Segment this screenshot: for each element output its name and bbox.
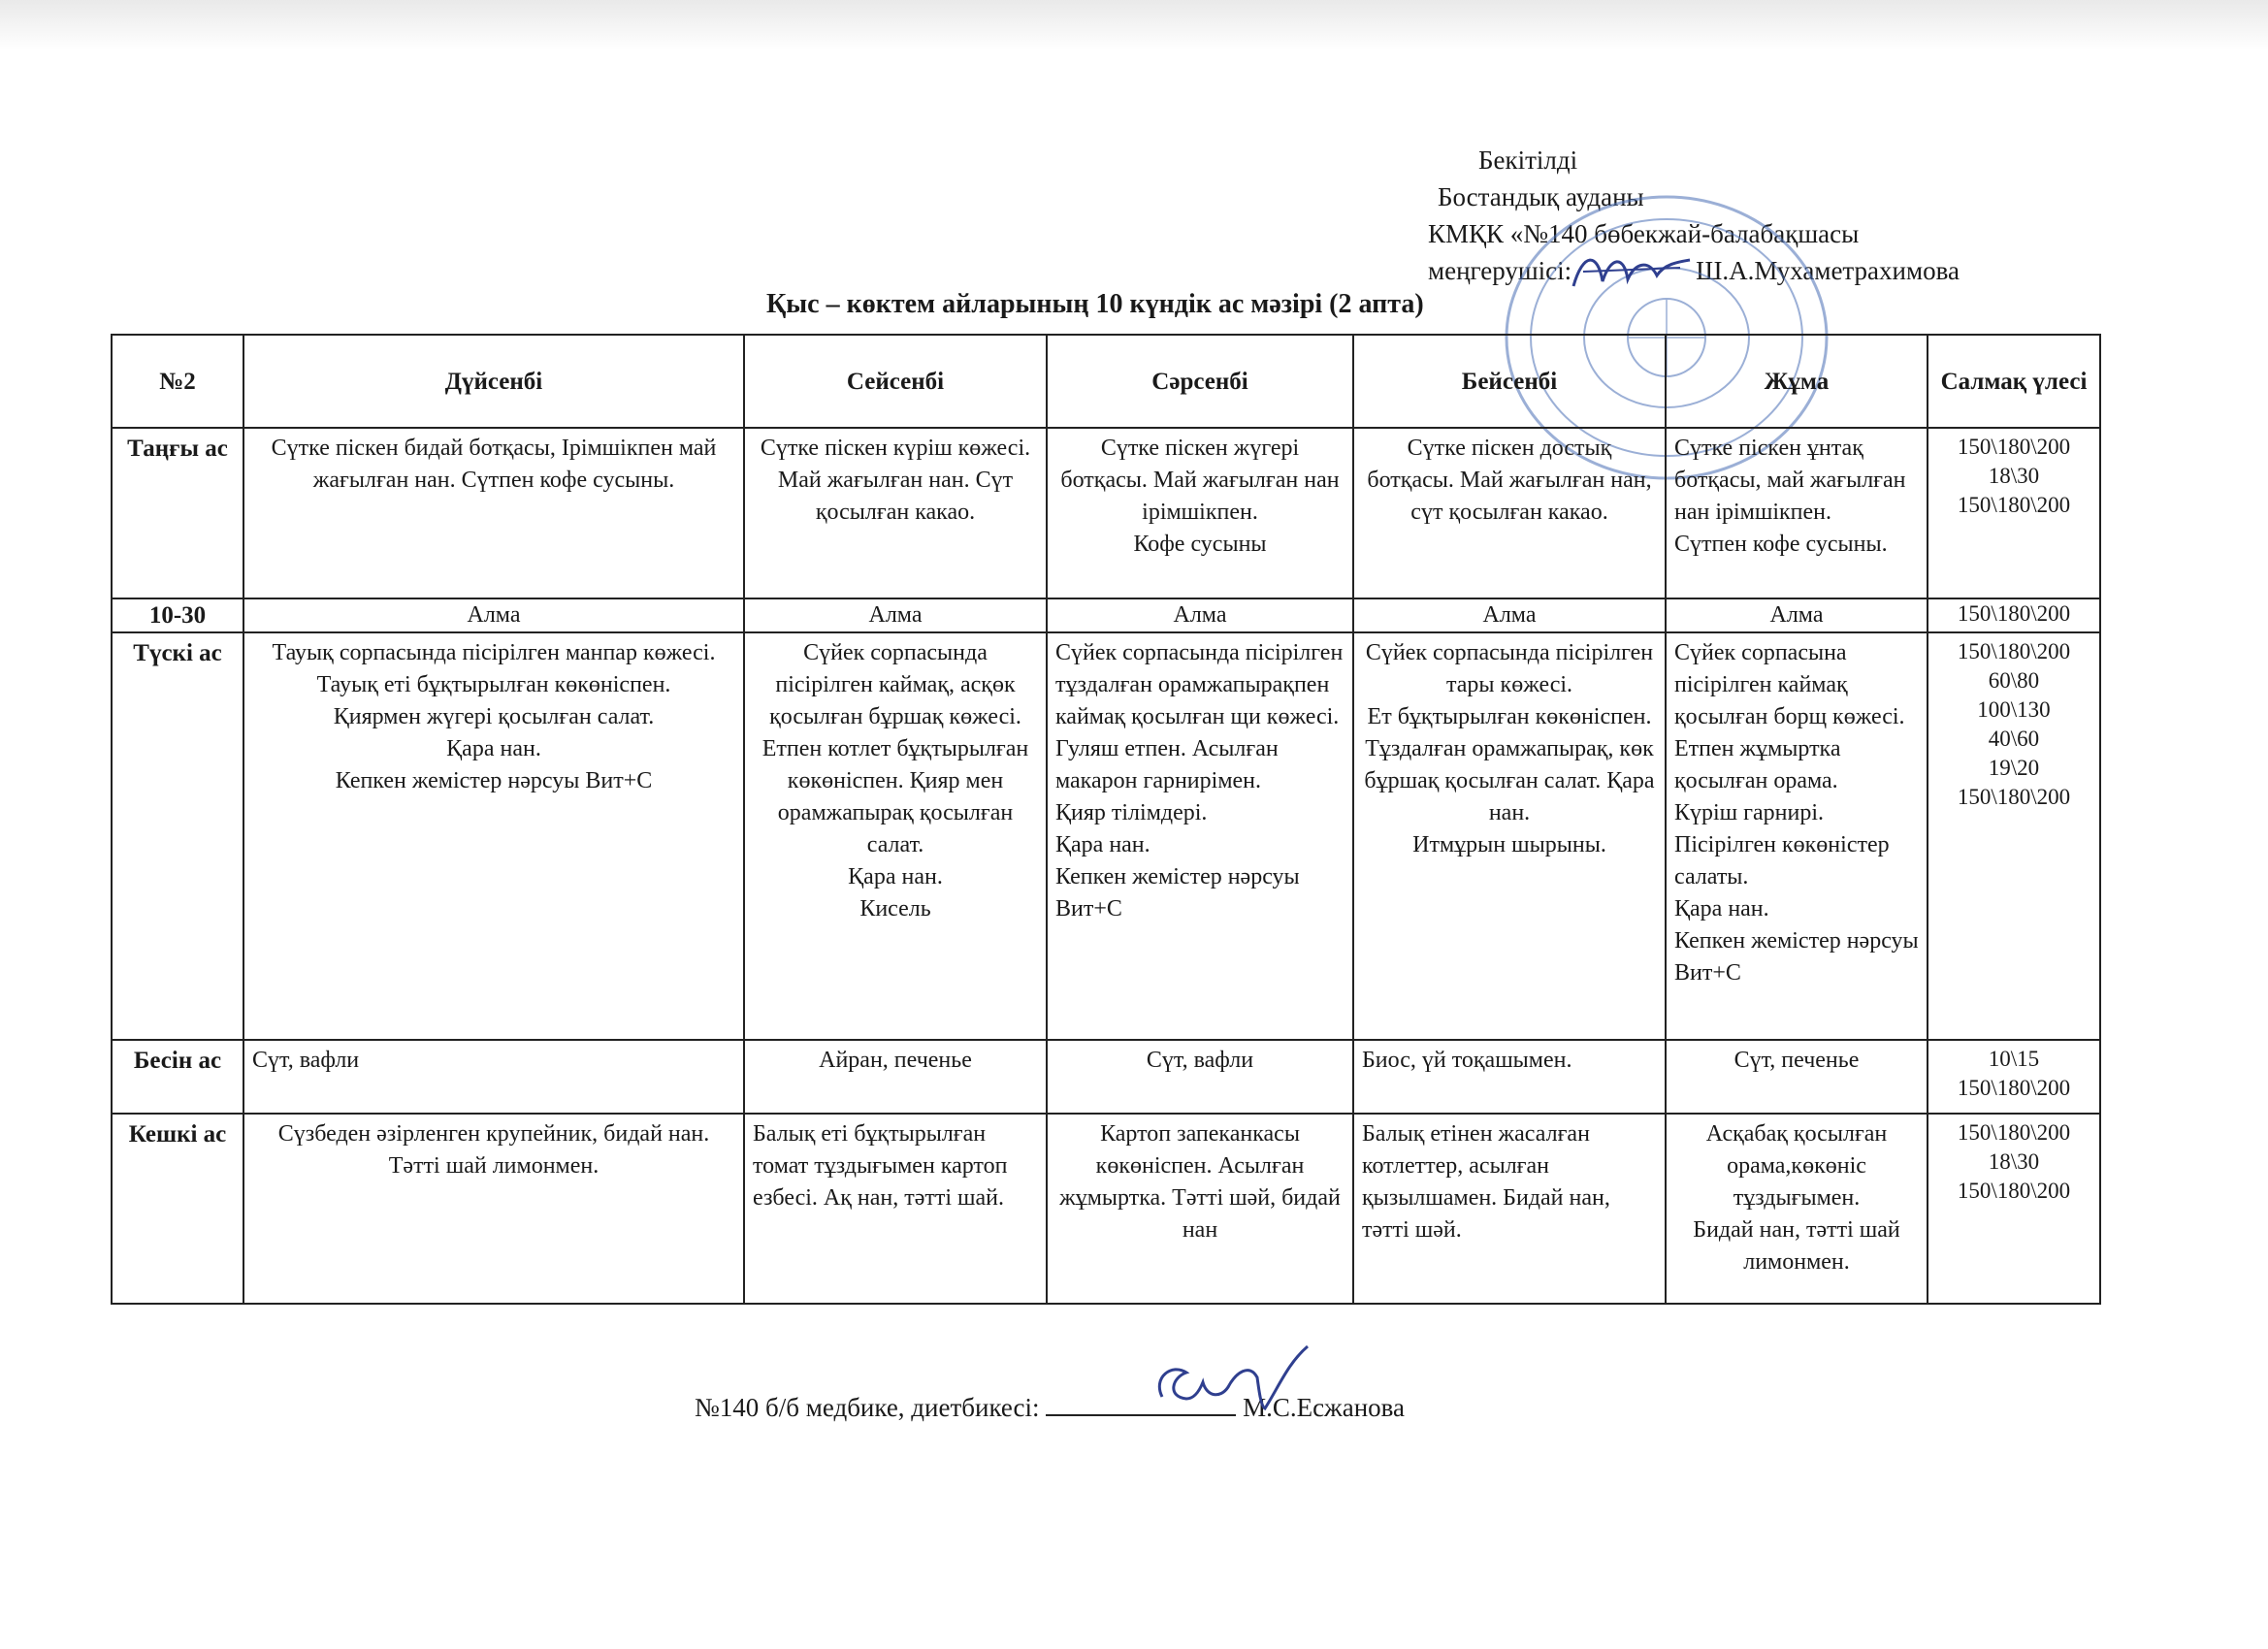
header-tuesday: Сейсенбі [744,335,1047,428]
row-label: Бесін ас [112,1040,243,1114]
menu-cell: Сүйек сорпасында пісірілген тұздалған орамжапырақпен каймақ қосылған щи көжесі. Гуляш етпен. Асылған макарон гарнирімен. Қияр тілімдері. Қара нан. Кепкен жемістер нәрсуы Вит+С [1047,632,1353,1040]
menu-cell: Сүт, вафли [243,1040,744,1114]
menu-cell: Сүзбеден әзірленген крупейник, бидай нан. Тәтті шай лимонмен. [243,1114,744,1304]
menu-cell: Сүйек сорпасына пісірілген каймақ қосылған борщ көжесі. Етпен жұмыртка қосылған орама. Күріш гарнирі. Пісірілген көкөністер салаты. Қара нан. Кепкен жемістер нәрсуы Вит+С [1666,632,1928,1040]
menu-cell: Балық еті бұқтырылған томат тұздығымен картоп езбесі. Ақ нан, тәтті шай. [744,1114,1047,1304]
row-label: 10-30 [112,598,243,632]
weight-cell: 150\180\200 18\30 150\180\200 [1928,428,2100,598]
row-label: Кешкі ас [112,1114,243,1304]
director-signature-icon [1564,242,1700,301]
header-friday: Жұма [1666,335,1928,428]
menu-title: Қыс – көктем айларының 10 күндік ас мәзірі (2 апта) [766,289,1424,319]
menu-cell: Балық етінен жасалған котлеттер, асылған қызылшамен. Бидай нан, тәтті шәй. [1353,1114,1666,1304]
menu-cell: Алма [1666,598,1928,632]
weight-cell: 10\15 150\180\200 [1928,1040,2100,1114]
row-label: Түскі ас [112,632,243,1040]
approval-line-2: Бостандық ауданы [1438,182,1644,211]
row-label: Таңғы ас [112,428,243,598]
header-weight: Салмақ үлесі [1928,335,2100,428]
header-thursday: Бейсенбі [1353,335,1666,428]
weight-cell: 150\180\200 60\80 100\130 40\60 19\20 150\180\200 [1928,632,2100,1040]
header-row [112,335,2100,428]
footer-role: №140 б/б медбике, диетбикесі: [695,1393,1040,1422]
approval-name: Ш.А.Мухаметрахимова [1696,256,1960,285]
weight-cell: 150\180\200 18\30 150\180\200 [1928,1114,2100,1304]
table-row [112,632,2100,1040]
table-row [112,428,2100,598]
menu-cell: Айран, печенье [744,1040,1047,1114]
menu-cell: Тауық сорпасында пісірілген манпар көжесі. Тауық еті бұқтырылған көкөніспен. Қиярмен жүгері қосылған салат. Қара нан. Кепкен жемістер нәрсуы Вит+С [243,632,744,1040]
menu-cell: Сүтке піскен бидай ботқасы, Ірімшікпен май жағылған нан. Сүтпен кофе сусыны. [243,428,744,598]
menu-cell: Асқабақ қосылған орама,көкөніс тұздығымен. Бидай нан, тәтті шай лимонмен. [1666,1114,1928,1304]
menu-cell: Алма [744,598,1047,632]
menu-cell: Алма [1353,598,1666,632]
menu-cell: Сүт, печенье [1666,1040,1928,1114]
menu-cell: Сүт, вафли [1047,1040,1353,1114]
weight-cell: 150\180\200 [1928,598,2100,632]
menu-cell: Биос, үй тоқашымен. [1353,1040,1666,1114]
menu-cell: Сүтке піскен достық ботқасы. Май жағылған нан, сүт қосылған какао. [1353,428,1666,598]
menu-cell: Картоп запеканкасы көкөніспен. Асылған жұмыртка. Тәтті шәй, бидай нан [1047,1114,1353,1304]
menu-cell: Алма [243,598,744,632]
menu-cell: Сүйек сорпасында пісірілген каймақ, асқөк қосылған бұршақ көжесі. Етпен котлет бұқтырылған көкөніспен. Қияр мен орамжапырақ қосылған салат. Қара нан. Кисель [744,632,1047,1040]
menu-cell: Алма [1047,598,1353,632]
approval-line-1: Бекітілді [1478,146,1578,175]
approval-line-3: КМҚК «№140 бөбекжай-балабақшасы [1428,219,1860,248]
menu-cell: Сүйек сорпасында пісірілген тары көжесі. Ет бұқтырылған көкөніспен. Тұздалған орамжапырақ, көк бұршақ қосылған салат. Қара нан. Итмұрын шырыны. [1353,632,1666,1040]
approval-role: меңгерушісі: [1428,256,1572,285]
header-wednesday: Сәрсенбі [1047,335,1353,428]
header-number: №2 [112,335,243,428]
table-row [112,1040,2100,1114]
table-row [112,1114,2100,1304]
footer-name: М.С.Есжанова [1243,1393,1406,1422]
table-row [112,598,2100,632]
menu-cell: Сүтке піскен ұнтақ ботқасы, май жағылған нан ірімшікпен. Сүтпен кофе сусыны. [1666,428,1928,598]
menu-table [111,334,2101,1305]
header-monday: Дүйсенбі [243,335,744,428]
scan-edge [0,0,2268,50]
menu-cell: Сүтке піскен жүгері ботқасы. Май жағылған нан ірімшікпен. Кофе сусыны [1047,428,1353,598]
nurse-signature-icon [1143,1339,1317,1426]
menu-cell: Сүтке піскен күріш көжесі. Май жағылған нан. Сүт қосылған какао. [744,428,1047,598]
